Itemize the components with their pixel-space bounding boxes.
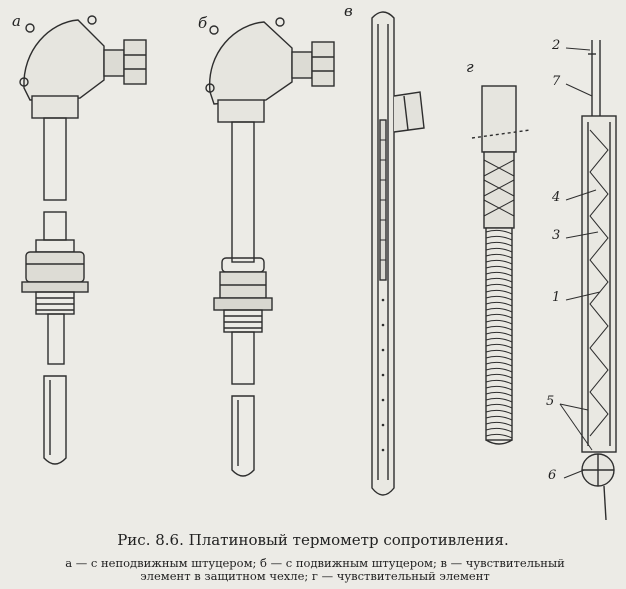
label-g: г <box>466 58 474 76</box>
caption-line-1: а — с неподвижным штуцером; б — с подвижным штуцером; в — чувствительный <box>65 556 565 570</box>
part-number-4: 4 <box>552 190 561 205</box>
caption-line-2: элемент в защитном чехле; г — чувствительный элемент <box>140 569 490 583</box>
label-a: а <box>12 12 21 30</box>
part-number-6: 6 <box>548 468 557 483</box>
part-number-1: 1 <box>552 290 561 305</box>
label-v: в <box>344 2 353 20</box>
part-number-5: 5 <box>546 394 555 409</box>
label-b: б <box>198 14 208 32</box>
sheath-element-v <box>372 12 424 495</box>
part-number-7: 7 <box>552 74 561 89</box>
thermometer-b-movable-fitting <box>206 18 334 476</box>
sensitive-element-g <box>472 86 530 444</box>
thermometer-a-fixed-fitting <box>20 16 146 464</box>
part-number-3: 3 <box>552 228 561 243</box>
figure-caption-title: Рис. 8.6. Платиновый термометр сопротивления. <box>117 531 509 549</box>
figure-caption-legend <box>10 557 620 583</box>
part-number-2: 2 <box>552 38 561 53</box>
element-section-right <box>560 40 616 520</box>
